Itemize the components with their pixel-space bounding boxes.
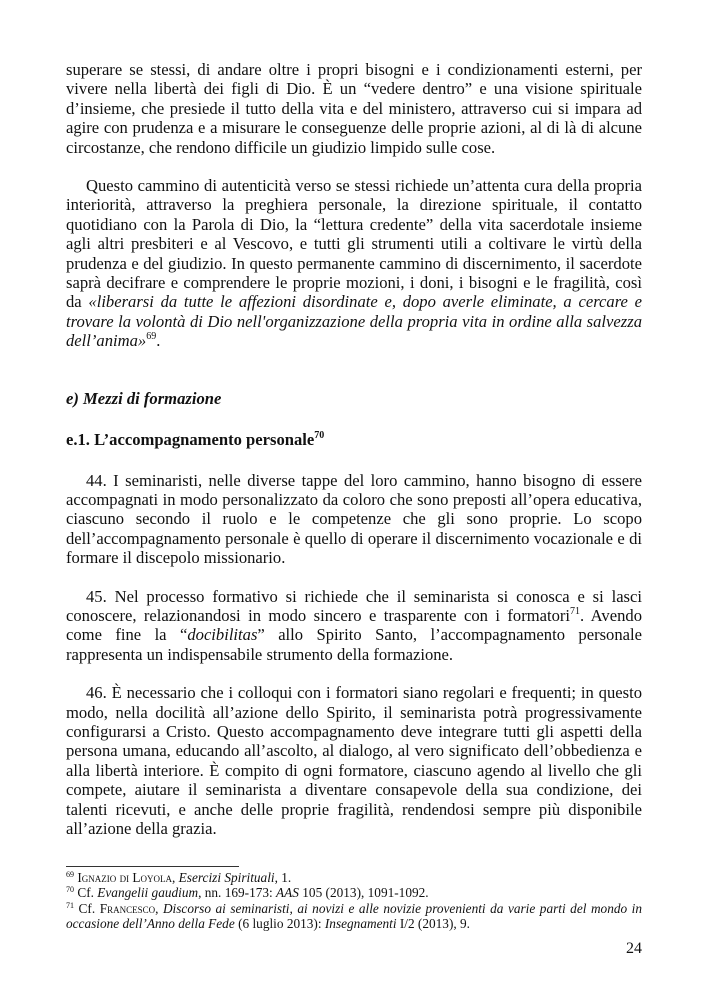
page-body [66, 60, 642, 838]
paragraph-discernment [66, 176, 642, 351]
footnote-70 [66, 885, 642, 900]
paragraph-text: 46. È necessario che i colloqui con i formatori siano regolari e frequenti; in questo modo, nella docilità all’azione dello Spirito, il seminarista potrà progressivamente configurarsi a Cristo. Questo accompagnamento deve integrare tutti gli aspetti della persona umana, educando all’ascolto, al dialogo, al vero significato dell’obbedienza e alla libertà interiore. È compito di ogni formatore, ciascuno agendo al livello che gli compete, aiutare il seminarista a diventare consapevole della sua condizione, dei talenti ricevuti, e anche delle proprie fragilità, rendendosi sempre più disponibile all’azione della grazia. [66, 683, 642, 838]
footnote-title: Esercizi Spirituali [178, 870, 275, 885]
separator: , [172, 870, 179, 885]
footnote-number: 69 [66, 870, 74, 879]
footnote-rest: I/2 (2013), 9. [396, 916, 471, 932]
footnote-mid: , nn. 169-173: [198, 885, 277, 901]
paragraph-text-end: . [156, 331, 161, 351]
paragraph-46 [66, 683, 642, 838]
italic-term: docibilitas [187, 625, 258, 645]
paragraph-text: . Avendo come fine la “ [66, 605, 642, 645]
footnote-ref-70[interactable]: 70 [314, 430, 325, 442]
footnote-rest: 105 (2013), 1091-1092. [298, 885, 429, 901]
subsection-heading [66, 430, 642, 449]
quote-italic: «liberarsi da tutte le affezioni disordinate e, dopo averle eliminate, a cercare e trovare la volontà di Dio nell'organizzazione della propria vita in ordine alla salvezza dell’anima» [66, 292, 642, 351]
footnote-title: Discorso ai seminaristi, ai novizi e alle novizie provenienti da varie parti del mondo in occasione dell’Anno della Fede [66, 900, 643, 932]
footnote-author: Francesco [99, 900, 156, 916]
footnote-69 [66, 870, 642, 885]
paragraph-44 [66, 471, 642, 568]
footnote-ref-71[interactable]: 71 [570, 605, 581, 617]
footnotes [66, 870, 642, 932]
footnote-rest: , 1. [274, 870, 292, 885]
footnote-author: Ignazio di Loyola [77, 870, 173, 885]
page-number: 24 [626, 940, 642, 957]
footnote-prefix: Cf. [77, 885, 98, 901]
separator: , [155, 900, 163, 916]
footnote-source: AAS [276, 885, 299, 901]
footnote-separator [66, 866, 239, 867]
paragraph-text: superare se stessi, di andare oltre i propri bisogni e i condizionamenti esterni, per vivere nella libertà dei figli di Dio. È un “vedere dentro” e una visione spirituale d’insieme, che presiede il tutto della vita e del ministero, attraverso cui si impara ad agire con prudenza e a misurare le conseguenze delle proprie azioni, al di là di alcune circostanze, che rendono difficile un giudizio limpido sulle cose. [66, 60, 642, 157]
section-heading: e) Mezzi di formazione [66, 388, 222, 408]
footnote-title: Evangelii gaudium [97, 885, 199, 901]
footnote-source: Insegnamenti [324, 916, 397, 932]
footnote-ref-69[interactable]: 69 [146, 331, 157, 343]
footnote-number: 71 [66, 900, 74, 910]
footnote-number: 70 [66, 885, 74, 895]
subsection-heading-text: e.1. L’accompagnamento personale [66, 430, 315, 450]
paragraph-45 [66, 587, 642, 665]
paragraph-text: 45. Nel processo formativo si richiede che il seminarista si conosca e si lasci conoscere, relazionandosi in modo sincero e trasparente con i formatori [66, 586, 642, 625]
footnote-71 [66, 901, 642, 932]
footnote-mid: (6 luglio 2013): [234, 916, 325, 932]
paragraph-text: ” allo Spirito Santo, l’accompagnamento personale rappresenta un indispensabile strumento della formazione. [66, 625, 642, 664]
continuation-paragraph [66, 60, 642, 157]
footnote-prefix: Cf. [78, 900, 100, 916]
paragraph-text: 44. I seminaristi, nelle diverse tappe del loro cammino, hanno bisogno di essere accompagnati in modo personalizzato da coloro che sono preposti all’opera educativa, ciascuno secondo il ruolo e le competenze che gli sono proprie. Lo scopo dell’accompagnamento personale è quello di operare il discernimento vocazionale e di formare il discepolo missionario. [66, 470, 642, 568]
paragraph-text: Questo cammino di autenticità verso se stessi richiede un’attenta cura della propria interiorità, attraverso la preghiera personale, la direzione spirituale, il contatto quotidiano con la Parola di Dio, la “lettura credente” della vita sacerdotale insieme agli altri presbiteri e al Vescovo, e tutti gli strumenti utili a coltivare le virtù della prudenza e del giudizio. In questo permanente cammino di discernimento, il sacerdote saprà decifrare e comprendere le proprie mozioni, i doni, i bisogni e le fragilità, così da [66, 176, 642, 312]
